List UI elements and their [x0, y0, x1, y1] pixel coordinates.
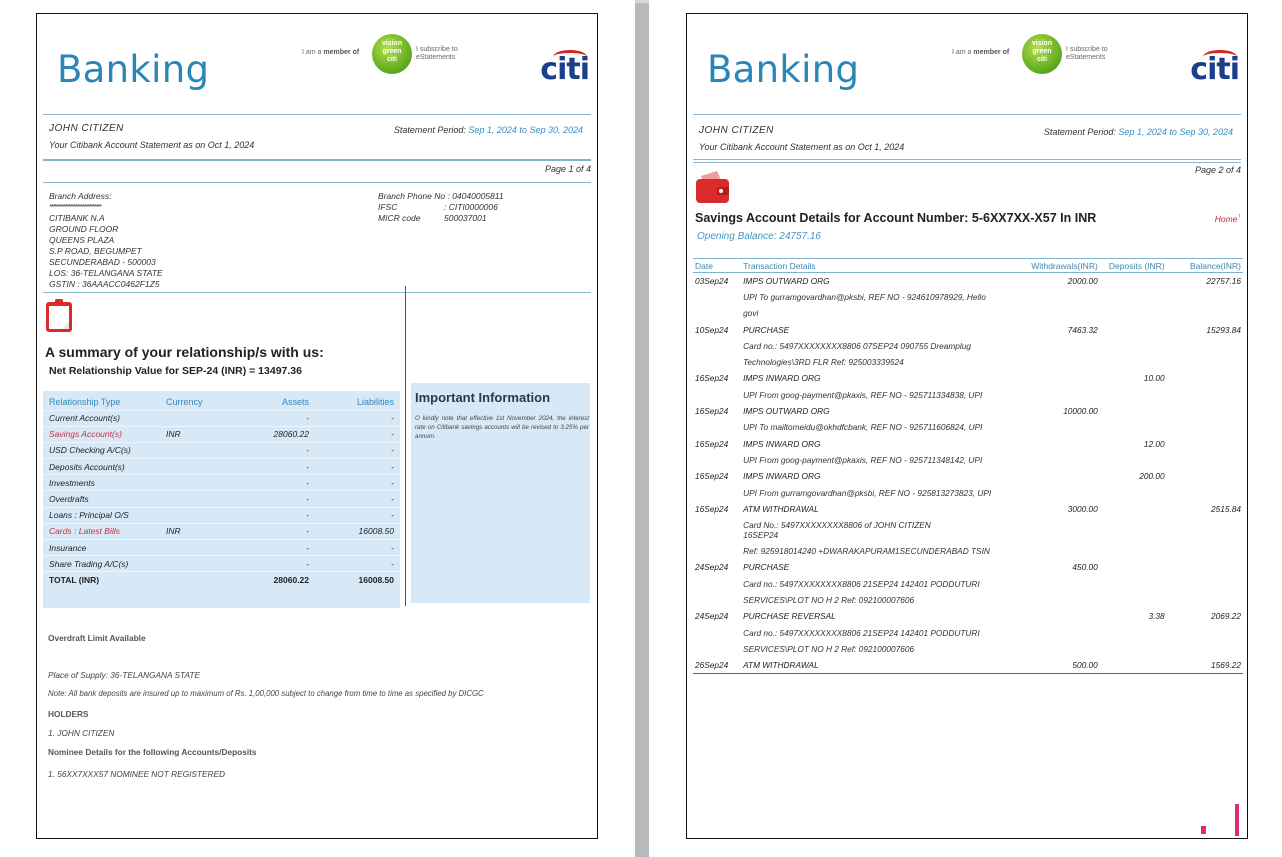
- place-of-supply: Place of Supply: 36-TELANGANA STATE: [48, 670, 201, 680]
- nominee-1: 1. 56XX7XXX57 NOMINEE NOT REGISTERED: [48, 769, 226, 779]
- table-row: 16Sep24 IMPS INWARD ORG 10.00: [695, 373, 1165, 384]
- overdraft-limit-label: Overdraft Limit Available: [48, 633, 146, 643]
- col-liabilities: Liabilities: [356, 396, 394, 407]
- column-divider: [405, 286, 406, 606]
- table-row-detail: UPI From goog-payment@pkaxis, REF NO - 925711348142, UPI: [743, 454, 983, 465]
- arrow-up-icon: ↑: [1237, 212, 1241, 220]
- page-gutter-scrollbar[interactable]: [635, 0, 649, 857]
- table-row: 24Sep24 PURCHASE 450.00: [695, 562, 1098, 573]
- branch-address: Branch Address: ****************************** CITIBANK N.A GROUND FLOOR QUEENS PLAZA S.P ROAD, BEGUMPET SECUNDERABAD - 500003 LOS: 36-TELANGANA STATE GSTIN : 36AAACC0462F1Z5: [49, 191, 163, 289]
- table-row-detail: UPI From gurramgovardhan@pksbi, REF NO - 925813273823, UPI: [743, 487, 992, 498]
- subscribe-estatements-text: I subscribe to eStatements: [1066, 46, 1108, 61]
- table-row-detail: Technologies\3RD FLR Ref: 925003339524: [743, 357, 904, 368]
- table-row-detail: govi: [743, 308, 759, 319]
- table-row: 24Sep24 PURCHASE REVERSAL 3.38 2069.22: [695, 611, 1241, 622]
- dicgc-note: Note: All bank deposits are insured up to maximum of Rs. 1,00,000 subject to change from time to time as specified by DICGC: [48, 689, 484, 698]
- table-row: 03Sep24 IMPS OUTWARD ORG 2000.00 22757.16: [695, 275, 1241, 286]
- total-row: TOTAL (INR) 28060.22 16008.50: [43, 572, 400, 588]
- table-row-detail: Card no.: 5497XXXXXXXX8806 21SEP24 142401 PODDUTURI: [743, 627, 980, 638]
- table-row-detail: Card no.: 5497XXXXXXXX8806 07SEP24 090755 Dreamplug: [743, 340, 971, 351]
- table-row: 16Sep24 IMPS INWARD ORG 12.00: [695, 438, 1165, 449]
- col-assets: Assets: [281, 396, 309, 407]
- col-withdrawals: Withdrawals(INR): [980, 259, 1100, 273]
- holders-label: HOLDERS: [48, 709, 89, 719]
- table-row: 10Sep24 PURCHASE 7463.32 15293.84: [695, 324, 1241, 335]
- table-row-detail: Ref: 925918014240 +DWARAKAPURAM1SECUNDERABAD TSIN: [743, 546, 990, 557]
- table-row: Current Account(s) - -: [43, 410, 400, 426]
- member-text: I am a member of: [952, 49, 1010, 56]
- statement-as-of: Your Citibank Account Statement as on Oct 1, 2024: [49, 140, 255, 150]
- relationship-table: [43, 394, 400, 588]
- table-row: Deposits Account(s) - -: [43, 459, 400, 475]
- vision-green-citi-badge-icon: vision green citi: [372, 34, 412, 74]
- wallet-icon: [695, 170, 731, 204]
- table-row: Savings Account(s) INR 28060.22 -: [43, 426, 400, 442]
- header-divider: [693, 114, 1241, 115]
- savings-account-link[interactable]: Savings Account(s): [43, 426, 160, 442]
- vision-green-citi-badge-icon: vision green citi: [1022, 34, 1062, 74]
- home-link[interactable]: Home↑: [1214, 212, 1241, 224]
- cards-latest-bills-link[interactable]: Cards : Latest Bills: [43, 523, 160, 539]
- table-row-detail: UPI To gurramgovardhan@pksbi, REF NO - 924610978929, Hello: [743, 291, 986, 302]
- statement-period: Statement Period: Sep 1, 2024 to Sep 30, 2024: [1043, 127, 1233, 137]
- table-row: Cards : Latest Bills INR - 16008.50: [43, 523, 400, 539]
- table-row-detail: UPI To mailtomeidu@okhdfcbank, REF NO - 925711606824, UPI: [743, 422, 983, 433]
- banking-brand-title: Banking: [57, 48, 210, 91]
- table-row: 26Sep24 ATM WITHDRAWAL 500.00 1569.22: [693, 657, 1243, 673]
- table-row: 16Sep24 IMPS INWARD ORG 200.00: [695, 471, 1165, 482]
- header-divider-3: [693, 162, 1241, 163]
- branch-contact: Branch Phone No : 04040005811 IFSC : CITI0000006 MICR code 500037001: [378, 191, 504, 223]
- statement-page-2: [686, 13, 1248, 839]
- vision-green-banner: [952, 42, 1152, 82]
- subscribe-estatements-text: I subscribe to eStatements: [416, 46, 458, 61]
- member-text: I am a member of: [302, 49, 360, 56]
- scan-artifact: [1201, 826, 1206, 834]
- banking-brand-title: Banking: [707, 48, 860, 91]
- col-transaction-details: Transaction Details: [741, 259, 980, 273]
- important-information-text: O kindly note that effective 1st November 2024, the interest rate on Citibank savings accounts will be revised to 3.25% per annum.: [415, 415, 589, 440]
- important-information-title: Important Information: [415, 390, 551, 405]
- statement-page-1: [36, 13, 598, 839]
- col-relationship-type: Relationship Type: [49, 396, 121, 407]
- header-divider-2: [43, 159, 591, 161]
- customer-name: JOHN CITIZEN: [699, 125, 774, 136]
- page-gutter-top: [635, 0, 649, 3]
- citi-logo: citi: [540, 52, 589, 87]
- statement-as-of: Your Citibank Account Statement as on Oct 1, 2024: [699, 142, 905, 152]
- net-relationship-value: Net Relationship Value for SEP-24 (INR) = 13497.36: [49, 365, 302, 377]
- table-row-detail: Card no.: 5497XXXXXXXX8806 21SEP24 142401 PODDUTURI: [743, 578, 980, 589]
- table-row: USD Checking A/C(s) - -: [43, 442, 400, 458]
- col-deposits: Deposits (INR): [1100, 259, 1167, 273]
- table-row: Share Trading A/C(s) - -: [43, 556, 400, 572]
- table-row-detail: SERVICES\PLOT NO H 2 Ref: 092100007606: [743, 643, 915, 654]
- table-row-detail: SERVICES\PLOT NO H 2 Ref: 092100007606: [743, 594, 915, 605]
- col-currency: Currency: [166, 396, 203, 407]
- table-row: 16Sep24 IMPS OUTWARD ORG 10000.00: [695, 406, 1098, 417]
- table-row: Insurance - -: [43, 540, 400, 556]
- table-row-detail: Card No.: 5497XXXXXXXX8806 of JOHN CITIZEN 16SEP24: [743, 519, 931, 540]
- customer-name: JOHN CITIZEN: [49, 123, 124, 134]
- address-divider: [43, 292, 591, 293]
- savings-account-title: Savings Account Details for Account Number: 5-6XX7XX-X57 In INR: [695, 211, 1097, 225]
- page-number: Page 1 of 4: [544, 164, 591, 174]
- table-row: Investments - -: [43, 475, 400, 491]
- table-row: 16Sep24 ATM WITHDRAWAL 3000.00 2515.84: [695, 503, 1241, 514]
- scan-artifact: [1235, 804, 1239, 836]
- col-balance: Balance(INR): [1167, 259, 1243, 273]
- vision-green-banner: [302, 42, 502, 82]
- table-row: Overdrafts - -: [43, 491, 400, 507]
- nominee-details-label: Nominee Details for the following Accounts/Deposits: [48, 747, 257, 757]
- citi-logo: citi: [1190, 52, 1239, 87]
- header-divider-2: [693, 159, 1241, 160]
- important-information-panel: [411, 383, 590, 603]
- table-row-detail: UPI From goog-payment@pkaxis, REF NO - 925711334838, UPI: [743, 389, 983, 400]
- table-row: Loans : Principal O/S - -: [43, 507, 400, 523]
- header-divider: [43, 114, 591, 115]
- clipboard-icon: [45, 297, 73, 333]
- page-number-divider: [43, 182, 591, 183]
- page-number: Page 2 of 4: [1194, 165, 1241, 175]
- col-date: Date: [693, 259, 741, 273]
- transactions-table: [693, 258, 1243, 674]
- holder-1: 1. JOHN CITIZEN: [48, 728, 115, 738]
- statement-period: Statement Period: Sep 1, 2024 to Sep 30, 2024: [393, 125, 583, 135]
- opening-balance: Opening Balance: 24757.16: [697, 231, 821, 242]
- summary-title: A summary of your relationship/s with us:: [45, 344, 324, 360]
